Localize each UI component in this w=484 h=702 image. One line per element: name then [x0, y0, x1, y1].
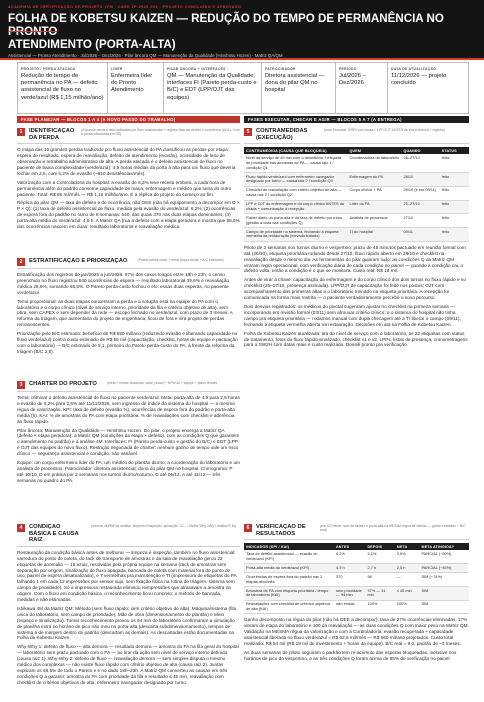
table-cell: TI do hospital [348, 228, 402, 242]
table-cell: 28/10 [402, 172, 440, 186]
info-value: Diretora assistencial — dona do pilar QM no hospital [265, 73, 325, 94]
section-header [244, 128, 469, 144]
column-header: META ATINGIDA? [420, 543, 470, 550]
section-title: ESTRATIFICAÇÃO E PRIORIZAÇÃO [29, 258, 128, 264]
section-paragraph: Ganho decomposto na régua do pilar (não há OEE a decompor): taxa de 27% ocorrências eliminadas, 17% vieram de etapa do laboratório e 100 da reavaliação — as duas condições Q com maior peso na Matriz QM. Validação na MESMA régua da valorização e com a Controladoria: evasão recuperada + capacidade assistencial liberada no fluxo verde/azul = R$ 62,5 mil/mês — R$ 660 mil/ano projetados. Custo total realizado: R$ 54 mil (R$ 18 mil de investimento + horas da equipe). B/C real = 9,0, padrão de ~3 meses. [244, 617, 469, 647]
section-basic-condition-root-cause [17, 524, 240, 702]
table-cell: Fluxo rápido verde/azul com enfermeiro navegador designado por turno — causa raiz 2 / condição Q3 [244, 172, 348, 186]
section-header [17, 128, 240, 144]
table-cell: SIM [420, 586, 470, 600]
table-row [244, 214, 469, 228]
section-header [244, 524, 469, 540]
section-paragraph: Folha de Kobetsu Kaizen atualizada: ata do nível de serviço com o laboratório, as 22 etiquetas com status de tratamento, fotos do fluxo rápido sinalizado, checklist v1 e v2, LPPs, listas de presença, cronometragens para o SW2H com datas reais e custo realizado. Dossiê pronto pra verificação. [244, 330, 468, 348]
table-cell: Checklist de reavaliação com critério objetivo de alta — causa raiz 2 / condição Q2 [244, 186, 348, 200]
table-row [244, 228, 469, 242]
info-value: QM — Manutenção da Qualidade; interfaces FI (Pareto perda-custo e B/C) e EDT (LPP/OJT das equipes) [167, 73, 257, 101]
section-paragraph: Equipe: um corpo enfermeira líder do PA, um médico do plantão diurno, a coordenação do laboratório e um analista de processos. Patrocinador: diretora assistencial, dona do pilar QM no hospital. Cronograma: P até 10/10, D em prática por 2 semanas nos turnos diurno/noturno, C até 05/12, A até 11/12 — três semanas no quadro do PA. [17, 460, 240, 483]
table-row [244, 172, 469, 186]
section-results-verification [244, 524, 469, 702]
info-cell-update-date [388, 63, 470, 113]
section-paragraph: Pilar âncora: Manutenção da Qualidade — Hinshitsu Hozen. Do pilar, o projeto enxerga a Matriz QA (defeito × etapa geradora), a Matriz QM (condições da etapa × defeito), com as condições Q que garantem o atendimento no padrão) e a análise 4M. Interfaces: FI (Pareto perda-custo e gestão do B/C) e EDT (LPP e OJT das equipes do novo fluxo). Restrição negociada de charter: nenhum ganho de tempo vale um risco clínico — segurança assistencial é condição, não variável. [17, 427, 240, 457]
table-cell: Reavaliações com checklist de critérios objetivos de alta (KAI) [244, 600, 334, 614]
section-project-charter [17, 381, 240, 519]
section-note: (uma Executar: GREV por causa = LPP/OJT ANTES de vira a técnica + registro) [324, 128, 445, 132]
section-paragraph: As duas semanas de piloto seguiram o padrão tem re-acúmulo das esperas bloqueadas, inclusive nos horários de pico do vespertino, e as três condições Q foram acima de 95% de verificação no painel. [244, 650, 457, 661]
table-row [244, 200, 469, 214]
table-cell: PARCIAL (−45%) [420, 564, 470, 573]
table-cell: Corpo clínico + PA [348, 186, 402, 200]
table-cell: 26–27/10 [402, 154, 440, 172]
table-header-row [244, 147, 469, 154]
table-row [244, 154, 469, 172]
section-title: IDENTIFICAÇÃO DA PERDA [29, 128, 75, 141]
phase-execute-bar: FASES EXECUTAR, CHECAR E AGIR — BLOCOS 5 A 7 (A ENTREGA) [244, 116, 469, 123]
table-header-row [244, 543, 469, 550]
table-row [244, 186, 469, 200]
info-label: PATROCINADOR [265, 67, 296, 71]
table-cell: — [395, 573, 420, 587]
table-cell: Líder do PA [348, 200, 402, 214]
table-cell: Painel diário do porta-alta e da taxa de defeito por turno (gestão à vista das condições Q) [244, 214, 348, 228]
section-title: CONTRAMEDIDAS (EXECUÇÃO) [256, 128, 308, 141]
info-label: PILAR ÂNCORA + INTERFACES [167, 67, 226, 71]
section-number: 6 [244, 524, 252, 532]
table-cell: 2,5% [395, 550, 420, 563]
table-cell: Campo de prioridade no sistema, fechando a etiqueta vermelha da restauração (elevado tratado) [244, 228, 348, 242]
table-row [244, 600, 469, 614]
table-cell: Nível de serviço de 45 min com o laboratório + etiqueta de prioridade nas amostras do PA — causa raiz 1 / condição Q1 [244, 154, 348, 172]
table-cell: 6,2% [334, 550, 366, 563]
table-cell: Porta-alta média do verde/azul (KPI) [244, 564, 334, 573]
table-row [244, 550, 469, 563]
column-header: DEPOIS [366, 543, 395, 550]
table-cell: 370 [334, 573, 366, 587]
section-header [17, 258, 240, 269]
table-cell: 2,7 h [366, 564, 395, 573]
section-paragraph: Antes de virar a chave: capacitação da enfermagem e do corpo clínico dos dois turnos no fluxo rápido e no checklist (25–27/10, presença assinada). LPP/OJT de capacitação foi feito nos postos; OJT com acompanhamento das primeiras altas e o laboratório treinado na etiqueta prioritária. A recepção foi comunicada na forma mais restrita — o paciente verdadeiramente percebe o novo percurso. [244, 277, 467, 301]
countermeasures-table [244, 147, 469, 242]
column-header: INDICADOR (KPI / KAI) [244, 543, 334, 550]
table-cell: 09/11 [402, 228, 440, 242]
column-header: QUEM [348, 147, 402, 154]
header-subtitle: Assistencial — Pronto Atendimento · Jul/2026 – Dez/2026 · Pilar âncora QM — Manutenção da Qualidade (Hinshitsu Hozen) · Matriz QA/QM [8, 53, 283, 58]
table-cell: Amostras de PA com etiqueta prioritária / tempo de laboratório (KAI) [244, 586, 334, 600]
table-cell: SIM (−74%) [420, 573, 470, 587]
section-paragraph: Tema proporcional: as duas etapas concentram a perda e a solução está na equipe do PA com o laboratório e o corpo clínico (nível de serviço interno, prioridade da fila e critério objetivo de alta), sem obra, sem CAPEX e sem depender da rede — escopo fechado no verde/azul, com prazo de 3 meses. A reforma da triagem, que aumentaria do projeto de engenharia, ficou de fora e vira projeto de perdas remanescentes. [17, 298, 233, 328]
info-value: Jul/2026 – Dez/2026 [339, 73, 366, 87]
column-header: STATUS [440, 147, 469, 154]
table-cell: Enfermagem do PA [348, 172, 402, 186]
table-cell: feito [440, 186, 469, 200]
column-header: CONTRAMEDIDA (CAUSA QUE BLOQUEIA) [244, 147, 348, 154]
column-header: ANTES [334, 543, 366, 550]
info-value: Enfermeira líder do Pronto Atendimento [111, 73, 153, 94]
info-value: 11/12/2026 — projeto concluído [391, 73, 447, 87]
table-row [244, 586, 469, 600]
table-cell: feito [440, 200, 469, 214]
section-note: (em C/Checar: taxa de defeito e porta-alta na MESMA régua de defeito — ganho realizado + B/C real) [320, 524, 466, 533]
title-part-1: FOLHA DE KOBETSU KAIZEN — REDUÇÃO DO TEMPO DE PERMANÊNCIA NO [8, 12, 444, 25]
table-cell: 28/10 (e em 03/11) [402, 186, 440, 200]
section-paragraph: Piloto de 2 semanas nos turnos diurno e vespertino: prazo de 45 minutos pactuado em reunião formal com atá (26/10), etiqueta prioritária rodando desde 27/10, fluxo rápido aberto em 28/10 e checklist na reavaliação desde o mesmo dia. As ferramentas do pilar guiaram tudo: as condições Q da Matriz QM viraram regra operacional, com verificação diária de cada condição no painel — quando a condição cai, o defeito volta, então a condição é o que se monitora. Custo real: R$ 18 mil. [244, 244, 466, 274]
info-value: Redução do tempo de permanência no PA — defeito assistencial de fluxo no verde/azul (R$ 1,15 milhão/ano) [21, 73, 104, 101]
section-number: 3 [17, 381, 25, 389]
section-paragraph: Réplica do pilar QM — taxa de defeito e de ocorrência, não OEE (não há equipamento a decompor em D × P × Q): (1) taxa de defeito assistencial de fluxo, medida pela evasão do verde/azul: 6,2%; (2) ocorrências de espera fora do padrão no ramo de 8 semanas: 540, das quais 370 nas duas etapas dominantes; (3) porta-alta média do verde/azul: 4,9 h. A Matriz QA (rua a defeito com a etapa geradora e mostra que 58,5% das ocorrências nascem em duas: resultado laboratorial e reavaliação médica. [17, 200, 240, 230]
column-header: QUANDO [402, 147, 440, 154]
table-cell: 25–27/10 [402, 200, 440, 214]
title-strike-word: PRONTO [8, 25, 58, 38]
section-number: 4 [17, 524, 25, 532]
info-label: DATA DE ATUALIZAÇÃO [391, 67, 437, 71]
info-cell-leader [108, 63, 164, 113]
table-cell: feito [440, 154, 469, 172]
section-paragraph: Priorização pelo B/C estimado: benefício de R$ 550 mil/ano (reduzindo evasão e liberando capacidade no fluxo verde/azul) contra custo estimado de R$ 55 mil (capacitação, checklist, horas de equipe e pactuação com o laboratório) — B/C estimado de 9,1, primeiro do Pareto perda-custo do PA, à frente da reforma da triagem (B/C 2,8). [17, 331, 238, 354]
table-cell: PARCIAL (−50%) [420, 550, 470, 563]
table-cell: 27/10 [402, 214, 440, 228]
section-number: 5 [244, 128, 252, 136]
info-label: PROJETO / PERDA ATACADA [21, 67, 76, 71]
header-kicker: ACADEMIA DE CERTIFICAÇÃO DE PROJETO YPB · CASE TP-2026-003 · PROJETO CONCLUÍDO E APROVADO [8, 5, 242, 9]
table-cell: 97% — 41 min [366, 586, 395, 600]
section-header [17, 524, 240, 547]
section-paragraph: Ishikawa 4M da Matriz QM: Método (sem fluxo rápido; sem critério objetivo de alta), Máquina/sistema (fila única do laboratório, sem campo de prioridade), Mão de obra (dimensionamento do plantão) e Meio (espaço e sinalização). Tomar reconhecimento provou os 94 min do laboratório confirmaram a simulação de planilha extra no horário de pico não meu no porta-alta (descarta subdimensionamento), tempos de sistema a de margem dentro do padrão (descartam as demais). As descartadas estão documentadas na Folha de Kobetsu Kaizen. [17, 605, 237, 641]
results-table [244, 543, 469, 614]
section-title: CHARTER DO PROJETO [29, 381, 97, 387]
header-accent-bar [0, 58, 484, 60]
info-cell-period [336, 63, 388, 113]
section-number: 2 [17, 258, 25, 266]
info-label: LÍDER [111, 67, 123, 71]
section-number: 1 [17, 128, 25, 136]
table-cell: 3,1% [366, 550, 395, 563]
table-cell: não existia [334, 600, 366, 614]
info-cell-pillar [164, 63, 262, 113]
table-cell: 100% [395, 600, 420, 614]
section-stratification [17, 258, 240, 378]
section-note: (A grande perda e lista indicadas por fluxo assistencial + registre fase de defeito e ocorrência (AOL). Com a perda valorizada em R$) [81, 128, 240, 137]
table-cell: Ocorrências de espera fora do padrão nas 2 etapas-alvo/mês [244, 573, 334, 587]
section-paragraph: Valorização com a Controladoria do hospital: a evasão de 6,2% teve receita embora, a cada hora de permanência além do padrão consome capacidade de maca, enfermagem e médico que seria do outro paciente. Total: R$ 96 mil/mês — R$ 1,15 milhão/ano. É a réplica do projeto do começo ao fim. [17, 179, 232, 197]
section-paragraph: O mapa das 16 grandes perdas traduzido pro fluxo assistencial do PA classificou as perdas por etapa: espera de resultado, espera de reavaliação, defeito de atendimento (evasão), ociosidade de leito de observação e retrabalho administrativo de alta. A perda atacada é o defeito assistencial de fluxo no paciente de baixa complexidade (verde/azul): 4,9 horas médias da porta à alta para um fluxo que deveria fechar em 2,5, com 6,2% de evasão (~610 desistências/mês). [17, 147, 236, 176]
document-header [0, 0, 484, 58]
section-note: (Pareto perda-custo + tema proporcional + B/C estimado) [137, 258, 224, 262]
table-cell: feito [440, 214, 469, 228]
section-paragraph: Tema: eliminar o defeito assistencial de fluxo no paciente verde/azul. Meta: porta-alta de 4,9 para 2,5 horas e evasão de 6,2% para 2,5% até 11/12/2026, sem ingresso de índice do sistema do hospital — a mesma régua de valorização. KPI: taxa de defeito (evasão %), ocorrências de espera fora do padrão e porta-alta média (h). KAI: % de amostras do PA com etapa prioritária, % de reavaliações com checklist e aderência ao fluxo rápido. [17, 395, 240, 424]
column-header: META [395, 543, 420, 550]
section-title: VERIFICAÇÃO DE RESULTADOS [256, 524, 306, 537]
phase-plan-bar: FASE PLANEJAR — BLOCOS 1 A 4 (A NOVO PASSO DO TRABALHO) [17, 116, 240, 123]
table-row [244, 573, 469, 587]
title-part-2: ATENDIMENTO (PORTA-ALTA) [8, 38, 176, 51]
table-cell: 100% [366, 600, 395, 614]
table-cell: feito [440, 228, 469, 242]
section-paragraph: Estratificação dos registros de jan/2025 a jun/2026: 97% dos casos longos entre 18h e 23h; o censo preenchido no fluxo registrou 640 ocorrências de espera — resultado laboratorial 39,6% e reavaliação médica 28,9%, somando 68,5%. O Pareto perda-custo fechou o elo: essas duas esperas, no paciente verde/azul. [17, 272, 230, 295]
info-cell-sponsor [262, 63, 336, 113]
table-cell: SIM [420, 600, 470, 614]
section-paragraph: Dois desvios registrados: os médicos do pivotal sugeriram ajustar no checklist na primeira semana — incorporando em revisão formal (03/11) sem afrouxar critério clínico; e o sistema do hospital não tinha campo pra etiqueta prioritária — rodamos manual com dupla checagem até a TI liberar o campo (09/11), fechando a etiqueta vermelha aberta na restauração. Decisões em ata na Folha de Kobetsu Kaizen. [244, 304, 461, 327]
table-cell: feito [440, 172, 469, 186]
section-paragraph: Restauração da condição básica antes de melhorar — limpeza é inspeção, também no fluxo assistencial: varredura do posto de coleta, do rack de transporte de amostras e da sala de reavaliação gerou 22 etiquetas de anomalia — 15 azuis, resolvidas pela própria equipe na semana (rack de amostras sem separação por origem, sinalização de fluxo apagada, bancada de coleta com material fora do ponto de uso, painel de espera desatualizado), e 7 vermelhas pra manutenção e TI (impressora de etiquetas do PA falhando 1 em cada 12 impressões por sensor sujo, sem fixação fisica na rotina de triagem, sistema sem campo de prioridade). Só a impressora restaurada eliminou reimpressões que atrasavam a amostra na origem. Com o fluxo em condição básica, o reconhecimento ficou concreto: o método de bancada, medidas e não estimadas. [17, 549, 237, 603]
table-cell: LPP e OJT do enfermagem e do corpo clínico ANTES da virada + comunicação à recepção [244, 200, 348, 214]
table-cell: 2,5 h [395, 564, 420, 573]
table-cell: Coordenadora do laboratório [348, 154, 402, 172]
section-header [17, 381, 240, 392]
section-countermeasures [244, 128, 469, 518]
info-label: PERÍODO [339, 67, 357, 71]
section-note: (retorna 4M/5W da análise: limpeza d'inspeção; aplicação, CL — Matriz Why-Why / análise P-M) [91, 524, 236, 528]
section-paragraph: Why-Why 1: defeito de fluxo — alta demora — resultado demora — amostra do PA na fila geral do hospital — laboratório sem prazo pactuado com o PA — ao tirar da ação sem nível de serviço interno definido (causa raiz 1). Why-Why 2: defeito de fluxo — reavaliação demora — sem simples disputa o mesmo médico dos complexos — não existe fluxo rápido com critério objetivo de alta (causa raiz 2). Juntas explicam os 68,5% de todo o Pareto e é no dado 18h–23h. A Matriz QM converteu as causas em três condições Q a garantir: amostra do PA com prioridade da fila e resultado ≤ 45 min, reavaliação com checklist de critérios objetivos de alta; enfermeiro navegador designado por turno. [17, 644, 239, 685]
section-title: CONDIÇÃO BÁSICA E CAUSA RAIZ [29, 524, 79, 544]
section-note: (meta + metas criadoras, valor, prazo) + KPI/KAI + equipe + plano tênues [106, 381, 218, 385]
document-title [8, 12, 476, 51]
table-cell: ≤ 45 min [395, 586, 420, 600]
table-cell: 4,9 h [334, 564, 366, 573]
table-row [244, 564, 469, 573]
table-cell: sem prioridade — 94 min [334, 586, 366, 600]
table-cell: Analista de processos [348, 214, 402, 228]
project-info-grid [17, 62, 469, 114]
section-loss-identification [17, 128, 240, 251]
info-cell-project [18, 63, 108, 113]
table-cell: Taxa de defeito assistencial — evasão do verde/azul (KPI) [244, 550, 334, 563]
table-cell: 96 [366, 573, 395, 587]
